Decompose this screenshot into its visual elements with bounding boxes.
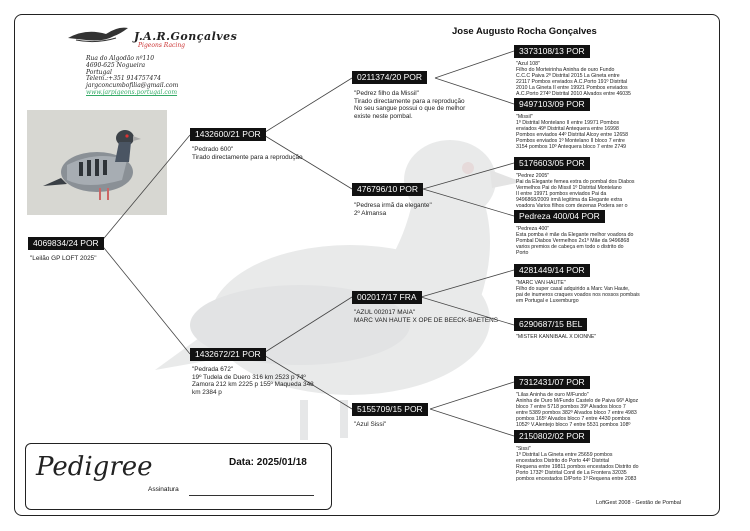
date-label: Data: 2025/01/18 [229,457,307,468]
dam-dam-ring-box[interactable]: 5155709/15 POR [352,403,428,416]
signature-label: Assinatura [148,486,179,493]
detail-line: Pai da Elegante femea extra do pombal dos Diabos [516,179,635,186]
owner-name: Jose Augusto Rocha Gonçalves [452,26,597,37]
detail-line: "Pedrez 2005" [516,173,550,179]
detail-line: Zamora 212 km 2225 p 155º Maqueda 348 [192,381,314,389]
ggp-ring-box[interactable]: 9497103/09 POR [514,98,590,111]
sire-ring-box[interactable]: 1432600/21 POR [190,128,266,141]
footer-panel [25,443,332,510]
detail-line: II entre 19971 pombos enviados Pai da [516,191,607,198]
detail-line: "Azul Sissi" [354,421,387,428]
detail-line: "Missil" [516,114,533,120]
detail-line: Porto 1732º Distrital Conil de La Frontera 32035 [516,470,627,477]
detail-line: C.C.C Paiva 2º Distrital 2015 La Gineta entre [516,73,620,80]
ggp-details [516,446,706,483]
address-url[interactable]: www.jarpigeons.portugal.com [86,88,178,96]
detail-line: No seu sangue possui o que de melhor [354,105,466,113]
detail-line: pai de inumeros craques voados nos nossos pombais [516,292,640,299]
detail-line: "MARC VAN HAUTE" [516,280,566,286]
detail-line: Filho do Morteirinha Aninha de ouro Fundo [516,67,615,74]
detail-line: "Pedreza 400" [516,226,550,232]
detail-line: Esta pomba é mãe da Elegante melhor voadora do [516,232,634,239]
detail-line: 22117 Pombos enviados A.C.Porto 191º Distrital [516,79,628,86]
detail-line: 1º Distrital La Gineta entre 25659 pombos [516,452,613,459]
pedigree-label: Pedigree [36,452,153,482]
detail-line: "Pedrado 600" [192,146,234,153]
ggp-ring-box[interactable]: 2150802/02 POR [514,430,590,443]
detail-line: entre 5389 pombos 382º Alvados bloco 7 entre 4983 [516,410,637,417]
logo-title: J.A.R.Gonçalves [134,30,238,43]
dam-sire-ring-box[interactable]: 002017/17 FRA [352,291,422,304]
detail-line: Pombos enviados 44º Distrital Alcoy entre 12658 [516,132,629,139]
dam-sire-details [354,309,509,324]
subject-note: "Leilão GP LOFT 2025" [30,255,97,262]
detail-line: 2º Almansa [354,209,387,217]
detail-line: 1052º V.Alentejo bloco 7 entre 5531 pombos 108º [516,422,631,429]
detail-line: 3154 pombos 10º Antequera bloco 7 entre 2749 [516,144,627,151]
detail-line: 9496868/2009 irmã legitima da Elegante extra [516,197,623,204]
detail-line: 2010 La Gineta II entre 19921 Pombos enviados [516,85,628,92]
ggp-details [516,61,706,98]
sire-details [192,146,342,161]
ggp-ring-box[interactable]: 7312431/07 POR [514,376,590,389]
detail-line: A.C.Porto 274º Distrital 2010 Alvados entre 46035 [516,91,631,98]
ggp-details [516,280,706,304]
address-line: Rua do Algodão nº110 [86,55,155,62]
ggp-ring-box[interactable]: 5176603/05 POR [514,157,590,170]
detail-line: Tirado directamente para a reprodução [192,153,303,161]
detail-line: Pombos enviados 1º Montelano II bloco 7 entre [516,138,625,145]
ggp-details [516,334,706,340]
address-email: jargconcumbofilia@gmail.com [86,82,179,90]
detail-line: bloco 7 entre 5718 pombos 39º Alvados bloco 7 [516,404,626,411]
sire-sire-details [354,90,504,120]
ggp-details [516,173,706,210]
sire-dam-ring-box[interactable]: 476796/10 POR [352,183,423,196]
ggp-details [516,226,706,256]
detail-line: encestados Distrito do Porto 44º Distrital [516,458,610,465]
detail-line: em Portugal e Luxemburgo [516,298,579,305]
detail-line: 19º Tudela de Duero 316 km 2523 p 74º [192,373,306,381]
detail-line: Pombal Diabos Vermelhos 2x1º Mãe da 9496868 [516,238,630,245]
detail-line: 1º Distrital Montelano II entre 19971 Pombos [516,120,620,127]
detail-line: Filho do super casal adquirido a Marc Van Haute, [516,286,630,293]
dam-dam-details [354,421,504,429]
detail-line: enviados 49º Distrital Antequera entre 16998 [516,126,619,133]
detail-line: "Pedresa irmã da elegante" [354,202,432,209]
signature-line[interactable] [189,495,314,496]
detail-line: Tirado directamente para a reprodução [354,97,465,105]
ggp-ring-box[interactable]: 4281449/14 POR [514,264,590,277]
detail-line: existe neste pombal. [354,112,413,120]
detail-line: Porto [516,250,529,257]
detail-line: pombos encestados D/Porto 1º Requena entre 2083 [516,476,637,483]
detail-line: Requena entre 19811 pombos encestados Distrito do [516,464,639,471]
ggp-ring-box[interactable]: 6290687/15 BEL [514,318,587,331]
address-line: Portugal [86,68,112,76]
detail-line: pombos 165º Alvados bloco 7 entre 4430 pombos [516,416,631,423]
dam-details [192,366,352,396]
detail-line: km 2384 p [192,388,222,396]
detail-line: "Lilas Aninha de ouro M/Fundo" [516,392,589,398]
ggp-ring-box[interactable]: 3373108/13 POR [514,45,590,58]
detail-line: "MISTER KANNIBAAL X DIONNE" [516,334,597,340]
detail-line: "Pedrez filho da Missil" [354,90,419,97]
ggp-details [516,392,706,429]
detail-line: varios premios de cabeça em todo o distrito do [516,244,624,251]
ggp-details [516,114,706,151]
detail-line: "Sissi" [516,446,531,452]
subject-ring-box[interactable]: 4069834/24 POR [28,237,104,250]
software-credit: LoftGest 2008 - Gestão de Pombal [596,500,681,506]
sire-dam-details [354,202,504,217]
logo-subtitle: Pigeons Racing [138,42,186,49]
sire-sire-ring-box[interactable]: 0211374/20 POR [352,71,427,84]
detail-line: MARC VAN HAUTE X OPE DE BEECK-BAETENS [354,316,499,324]
ggp-ring-box[interactable]: Pedreza 400/04 POR [514,210,605,223]
detail-line: "Pedrada 672" [192,366,234,373]
detail-line: voadora Varios filhos com dezenas Podera ser o [516,203,628,210]
dam-ring-box[interactable]: 1432672/21 POR [190,348,266,361]
address-line: Telem.:+351 914757474 [86,75,161,83]
detail-line: Vermelhos Pai do Missil 1º Distrital Montelano [516,185,622,192]
detail-line: Aninha de Ouro M/Fundo Castelo de Paiva 66º Algoz [516,398,639,405]
address-line: 4690-625 Nogueira [86,61,146,69]
detail-line: "Azul 108" [516,61,540,67]
detail-line: "AZUL 002017 MAIA" [354,309,416,316]
